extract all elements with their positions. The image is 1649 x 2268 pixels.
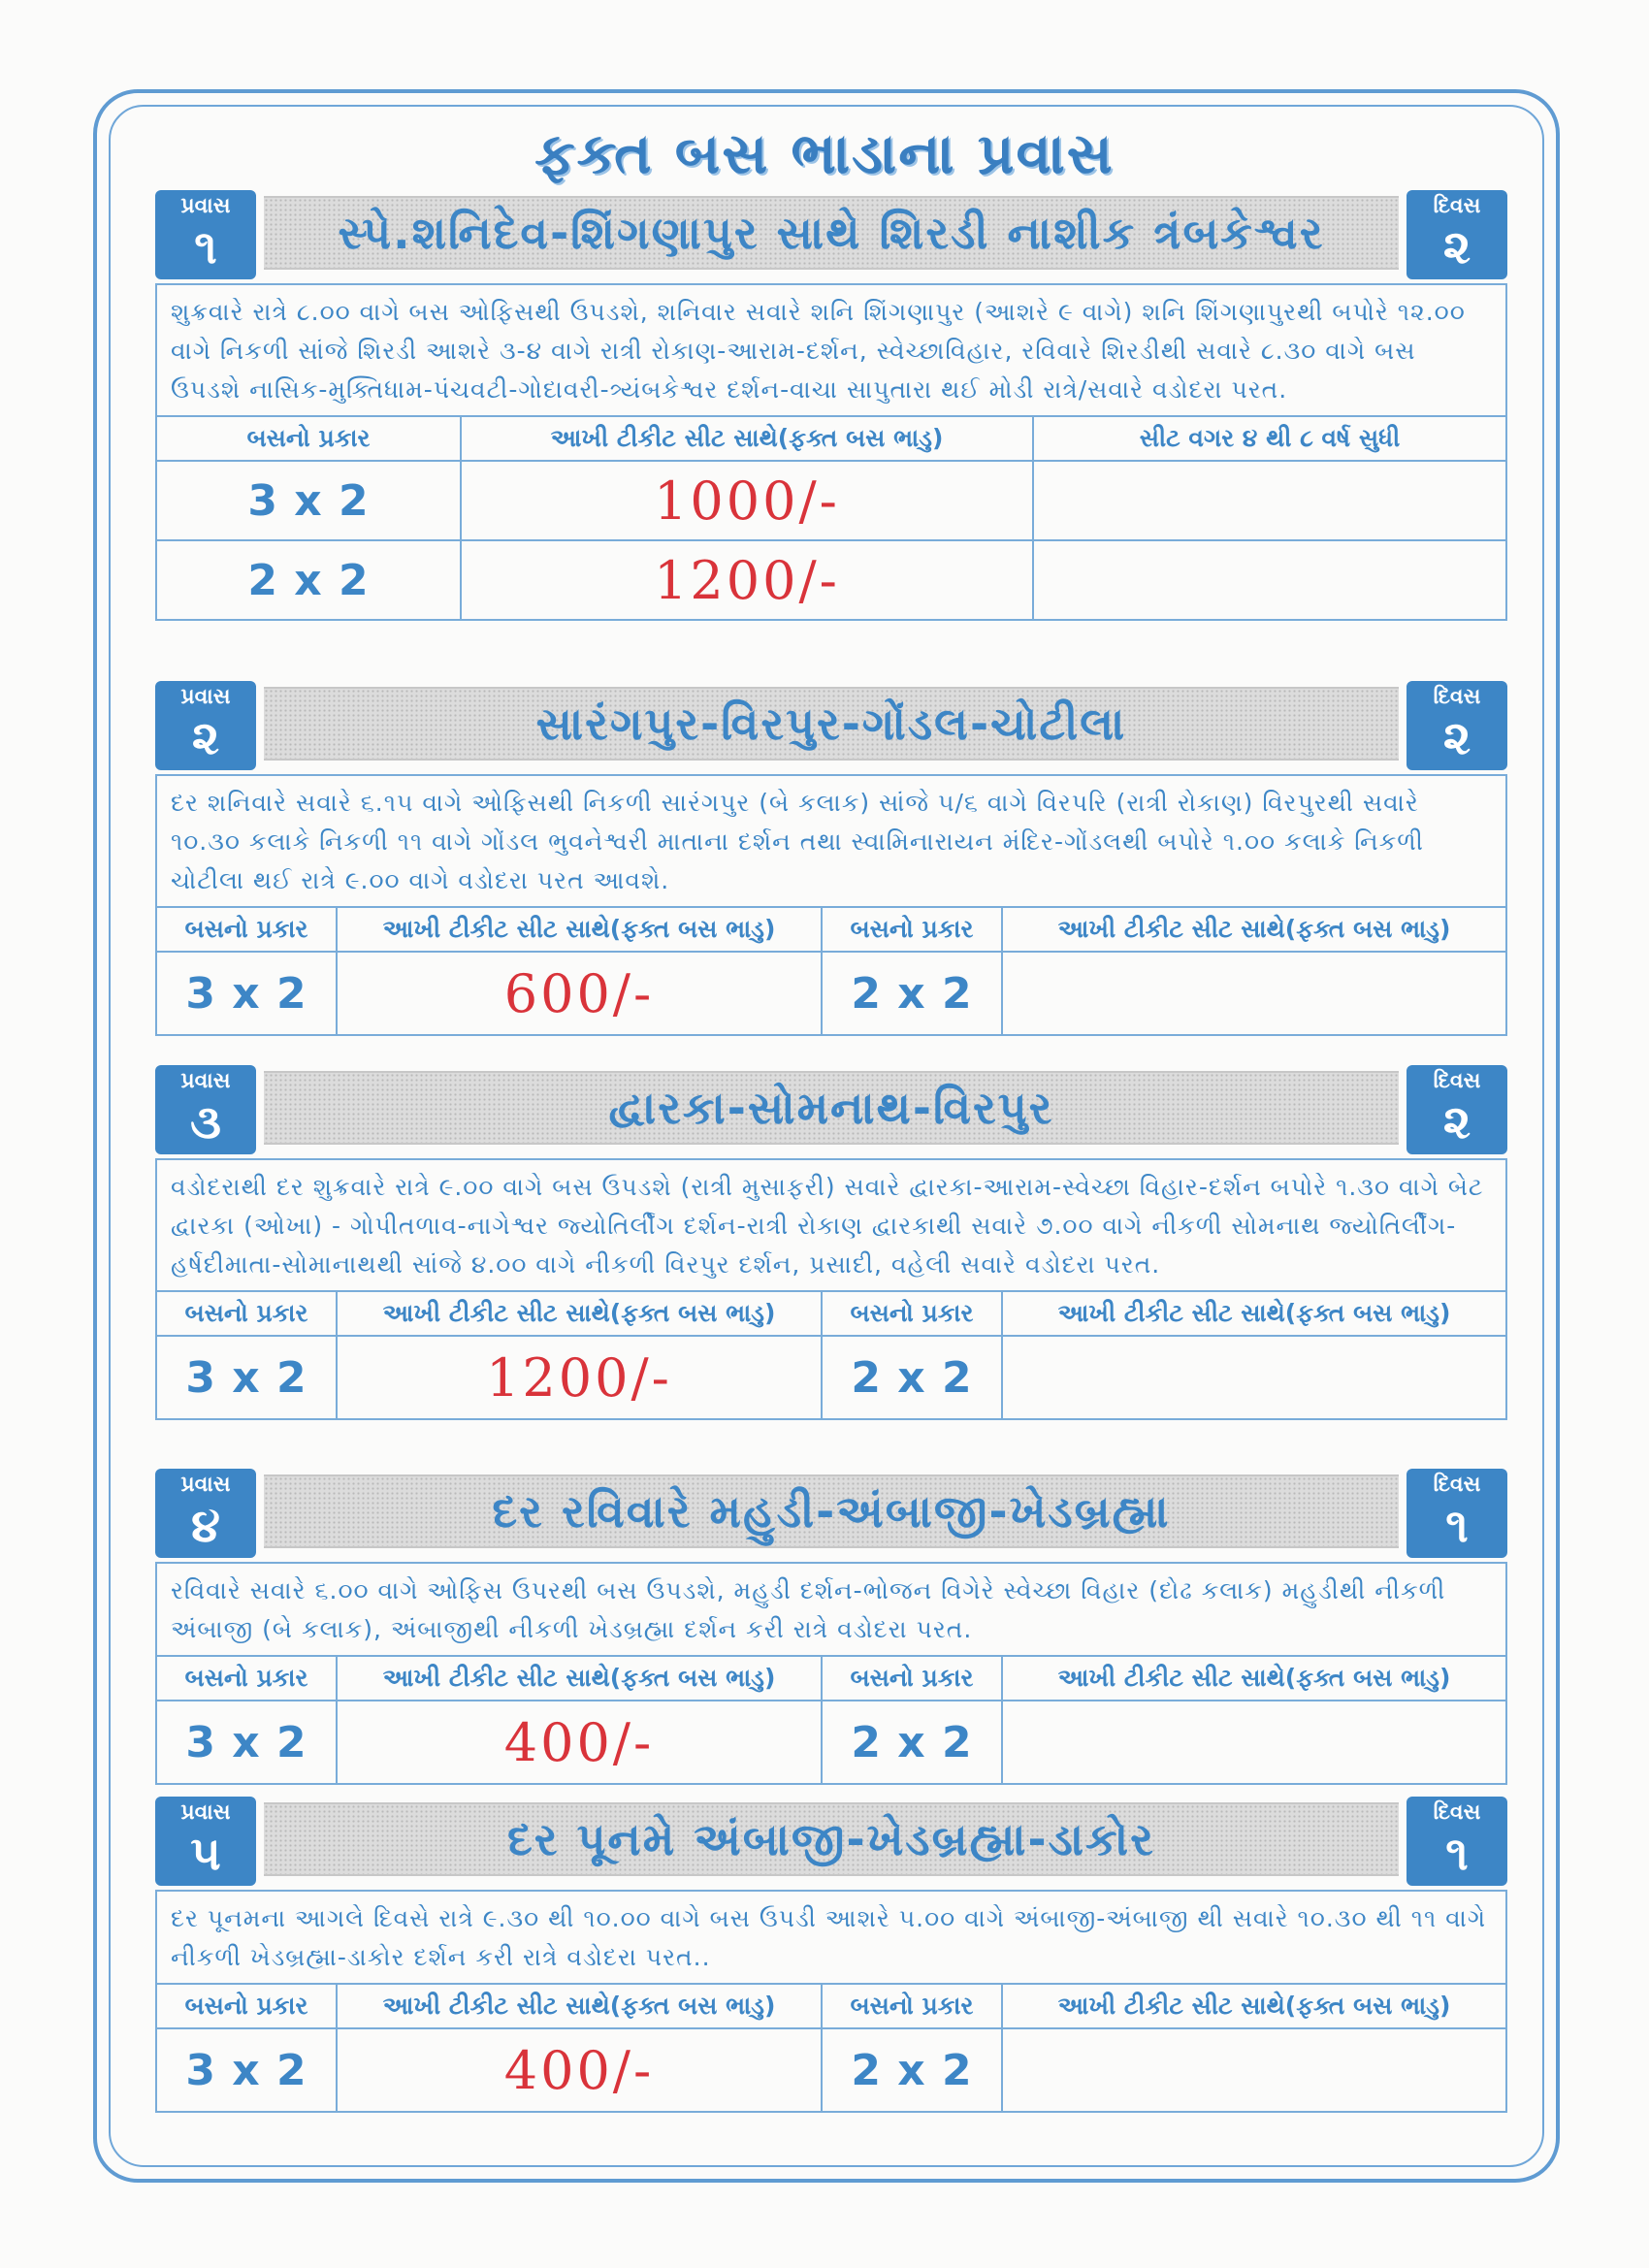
divas-label: દિવસ <box>1433 194 1481 218</box>
full-ticket-header: આખી ટીકીટ સીટ સાથે(ફક્ત બસ ભાડુ) <box>337 1291 822 1336</box>
bus-type: 3 x 2 <box>156 1701 337 1784</box>
full-ticket-header: આખી ટીકીટ સીટ સાથે(ફક્ત બસ ભાડુ) <box>337 1984 822 2028</box>
tour-number: ૩ <box>190 1095 221 1150</box>
tour-number-badge <box>155 1469 256 1558</box>
bus-type: 2 x 2 <box>822 1701 1002 1784</box>
full-ticket-header: આખી ટીકીટ સીટ સાથે(ફક્ત બસ ભાડુ) <box>337 1656 822 1701</box>
fare-table <box>155 906 1507 1036</box>
handwritten-price: 600/- <box>503 962 655 1024</box>
days-count: ૧ <box>1445 1827 1469 1881</box>
bus-type: 3 x 2 <box>156 952 337 1035</box>
bus-type: 3 x 2 <box>156 1336 337 1419</box>
days-count: ૧ <box>1445 1499 1469 1553</box>
fare-table <box>155 1290 1507 1420</box>
full-ticket-header: આખી ટીકીટ સીટ સાથે(ફક્ત બસ ભાડુ) <box>461 416 1033 461</box>
fare-row <box>156 2028 1506 2112</box>
bus-type-header: બસનો પ્રકાર <box>822 1291 1002 1336</box>
tour-description: દર પૂનમના આગલે દિવસે રાત્રે ૯.૩૦ થી ૧૦.૦૦ વાગે બસ ઉપડી આશરે ૫.૦૦ વાગે અંબાજી-અંબાજી થી સવારે ૧૦.૩૦ થી ૧૧ વાગે નીકળી ખેડબ્રહ્મા-ડાકોર દર્શન કરી રાત્રે વડોદરા પરત.. <box>155 1890 1507 1983</box>
tour-header <box>155 1065 1507 1158</box>
tour-description: દર શનિવારે સવારે ૬.૧૫ વાગે ઓફિસથી નિકળી સારંગપુર (બે કલાક) સાંજે ૫/૬ વાગે વિરપરિ (રાત્રી રોકાણ) વિરપુરથી સવારે ૧૦.૩૦ કલાકે નિકળી ૧૧ વાગે ગોંડલ ભુવનેશ્વરી માતાના દર્શન તથા સ્વામિનારાયન મંદિર-ગોંડલથી બપોરે ૧.૦૦ કલાકે નિકળી ચોટીલા થઈ રાત્રે ૯.૦૦ વાગે વડોદરા પરત આવશે. <box>155 774 1507 906</box>
days-badge <box>1406 681 1507 770</box>
divas-label: દિવસ <box>1433 1473 1481 1497</box>
tour-5 <box>155 1797 1507 2113</box>
tour-number-badge <box>155 681 256 770</box>
days-count: ૨ <box>1442 711 1471 765</box>
tour-2 <box>155 681 1507 1036</box>
bus-type-header: બસનો પ્રકાર <box>156 416 461 461</box>
tour-header <box>155 681 1507 774</box>
fare-table <box>155 1655 1507 1785</box>
bus-type-header: બસનો પ્રકાર <box>822 1656 1002 1701</box>
divas-label: દિવસ <box>1433 1069 1481 1093</box>
tour-title: દર પૂનમે અંબાજી-ખેડબ્રહ્મા-ડાકોર <box>264 1802 1399 1876</box>
child-price <box>1033 461 1506 540</box>
days-count: ૨ <box>1442 220 1471 275</box>
bus-type: 2 x 2 <box>156 540 461 620</box>
fare-row <box>156 1336 1506 1419</box>
handwritten-price: 400/- <box>503 1711 655 1773</box>
price <box>337 1336 822 1419</box>
pravas-label: પ્રવાસ <box>180 194 231 218</box>
pravas-label: પ્રવાસ <box>180 1473 231 1497</box>
bus-type: 2 x 2 <box>822 2028 1002 2112</box>
bus-type-header: બસનો પ્રકાર <box>156 1291 337 1336</box>
bus-type: 3 x 2 <box>156 461 461 540</box>
full-ticket-header: આખી ટીકીટ સીટ સાથે(ફક્ત બસ ભાડુ) <box>1002 1291 1506 1336</box>
tour-title: દર રવિવારે મહુડી-અંબાજી-ખેડબ્રહ્મા <box>264 1474 1399 1548</box>
price <box>337 2028 822 2112</box>
tour-title: દ્વારકા-સોમનાથ-વિરપુર <box>264 1071 1399 1145</box>
pravas-label: પ્રવાસ <box>180 1800 231 1825</box>
bus-type-header: બસનો પ્રકાર <box>156 907 337 952</box>
price <box>1002 1701 1506 1784</box>
price <box>461 461 1033 540</box>
tour-number-badge <box>155 1065 256 1154</box>
handwritten-price: 1200/- <box>654 549 840 611</box>
tour-header <box>155 1797 1507 1890</box>
tour-number: ૧ <box>194 220 217 275</box>
handwritten-price: 1200/- <box>486 1346 672 1409</box>
bus-type: 3 x 2 <box>156 2028 337 2112</box>
handwritten-price: 400/- <box>503 2039 655 2101</box>
tour-description: વડોદરાથી દર શુક્રવારે રાત્રે ૯.૦૦ વાગે બસ ઉપડશે (રાત્રી મુસાફરી) સવારે દ્વારકા-આરામ-સ્વેચ્છા વિહાર-દર્શન બપોરે ૧.૩૦ વાગે બેટ દ્વારકા (ઓખા) - ગોપીતળાવ-નાગેશ્વર જ્યોતિર્લીંગ દર્શન-રાત્રી રોકાણ દ્વારકાથી સવારે ૭.૦૦ વાગે નીકળી સોમનાથ જ્યોતિર્લીંગ-હર્ષદીમાતા-સોમાનાથથી સાંજે ૪.૦૦ વાગે નીકળી વિરપુર દર્શન, પ્રસાદી, વહેલી સવારે વડોદરા પરત. <box>155 1158 1507 1290</box>
tour-description: શુક્રવારે રાત્રે ૮.૦૦ વાગે બસ ઓફિસથી ઉપડશે, શનિવાર સવારે શનિ શિંગણાપુર (આશરે ૯ વાગે) શનિ શિંગણાપુરથી બપોરે ૧૨.૦૦ વાગે નિકળી સાંજે શિરડી આશરે ૩-૪ વાગે રાત્રી રોકાણ-આરામ-દર્શન, સ્વેચ્છાવિહાર, રવિવારે શિરડીથી સવારે ૮.૩૦ વાગે બસ ઉપડશે નાસિક-મુક્તિધામ-પંચવટી-ગોદાવરી-ત્ર્યંબકેશ્વર દર્શન-વાચા સાપુતારા થઈ મોડી રાત્રે/સવારે વડોદરા પરત. <box>155 283 1507 415</box>
fare-header-row <box>156 1984 1506 2028</box>
bus-type: 2 x 2 <box>822 1336 1002 1419</box>
days-badge <box>1406 190 1507 279</box>
pravas-label: પ્રવાસ <box>180 1069 231 1093</box>
fare-row <box>156 540 1506 620</box>
tour-number: ૨ <box>191 711 220 765</box>
tour-number-badge <box>155 190 256 279</box>
bus-type: 2 x 2 <box>822 952 1002 1035</box>
fare-header-row <box>156 1656 1506 1701</box>
days-badge <box>1406 1797 1507 1886</box>
divas-label: દિવસ <box>1433 1800 1481 1825</box>
tour-number: ૫ <box>190 1827 221 1881</box>
days-count: ૨ <box>1442 1095 1471 1150</box>
pravas-label: પ્રવાસ <box>180 685 231 709</box>
page-title: ફક્ત બસ ભાડાના પ્રવાસ <box>534 120 1115 186</box>
price <box>337 952 822 1035</box>
full-ticket-header: આખી ટીકીટ સીટ સાથે(ફક્ત બસ ભાડુ) <box>1002 907 1506 952</box>
fare-header-row <box>156 1291 1506 1336</box>
bus-type-header: બસનો પ્રકાર <box>822 1984 1002 2028</box>
days-badge <box>1406 1469 1507 1558</box>
full-ticket-header: આખી ટીકીટ સીટ સાથે(ફક્ત બસ ભાડુ) <box>1002 1984 1506 2028</box>
fare-table <box>155 415 1507 621</box>
handwritten-price: 1000/- <box>654 470 840 532</box>
fare-table <box>155 1983 1507 2113</box>
tour-4 <box>155 1469 1507 1785</box>
fare-row <box>156 1701 1506 1784</box>
fare-row <box>156 461 1506 540</box>
full-ticket-header: આખી ટીકીટ સીટ સાથે(ફક્ત બસ ભાડુ) <box>337 907 822 952</box>
fare-header-row <box>156 416 1506 461</box>
bus-type-header: બસનો પ્રકાર <box>156 1984 337 2028</box>
price <box>1002 952 1506 1035</box>
tour-number: ૪ <box>191 1499 220 1553</box>
child-price <box>1033 540 1506 620</box>
tour-number-badge <box>155 1797 256 1886</box>
fare-header-row <box>156 907 1506 952</box>
child-header: સીટ વગર ૪ થી ૮ વર્ષ સુધી <box>1033 416 1506 461</box>
price <box>337 1701 822 1784</box>
fare-row <box>156 952 1506 1035</box>
tour-title: સ્પે.શનિદેવ-શિંગણાપુર સાથે શિરડી નાશીક ત્રંબકેશ્વર <box>264 196 1399 270</box>
tour-1 <box>155 190 1507 621</box>
tour-header <box>155 1469 1507 1562</box>
bus-type-header: બસનો પ્રકાર <box>156 1656 337 1701</box>
price <box>1002 2028 1506 2112</box>
price <box>461 540 1033 620</box>
price <box>1002 1336 1506 1419</box>
tour-header <box>155 190 1507 283</box>
bus-type-header: બસનો પ્રકાર <box>822 907 1002 952</box>
tour-title: સારંગપુર-વિરપુર-ગોંડલ-ચોટીલા <box>264 687 1399 761</box>
divas-label: દિવસ <box>1433 685 1481 709</box>
days-badge <box>1406 1065 1507 1154</box>
full-ticket-header: આખી ટીકીટ સીટ સાથે(ફક્ત બસ ભાડુ) <box>1002 1656 1506 1701</box>
tour-description: રવિવારે સવારે ૬.૦૦ વાગે ઓફિસ ઉપરથી બસ ઉપડશે, મહુડી દર્શન-ભોજન વિગેરે સ્વેચ્છા વિહાર (દોઢ કલાક) મહુડીથી નીકળી અંબાજી (બે કલાક), અંબાજીથી નીકળી ખેડબ્રહ્મા દર્શન કરી રાત્રે વડોદરા પરત. <box>155 1562 1507 1655</box>
tour-3 <box>155 1065 1507 1420</box>
